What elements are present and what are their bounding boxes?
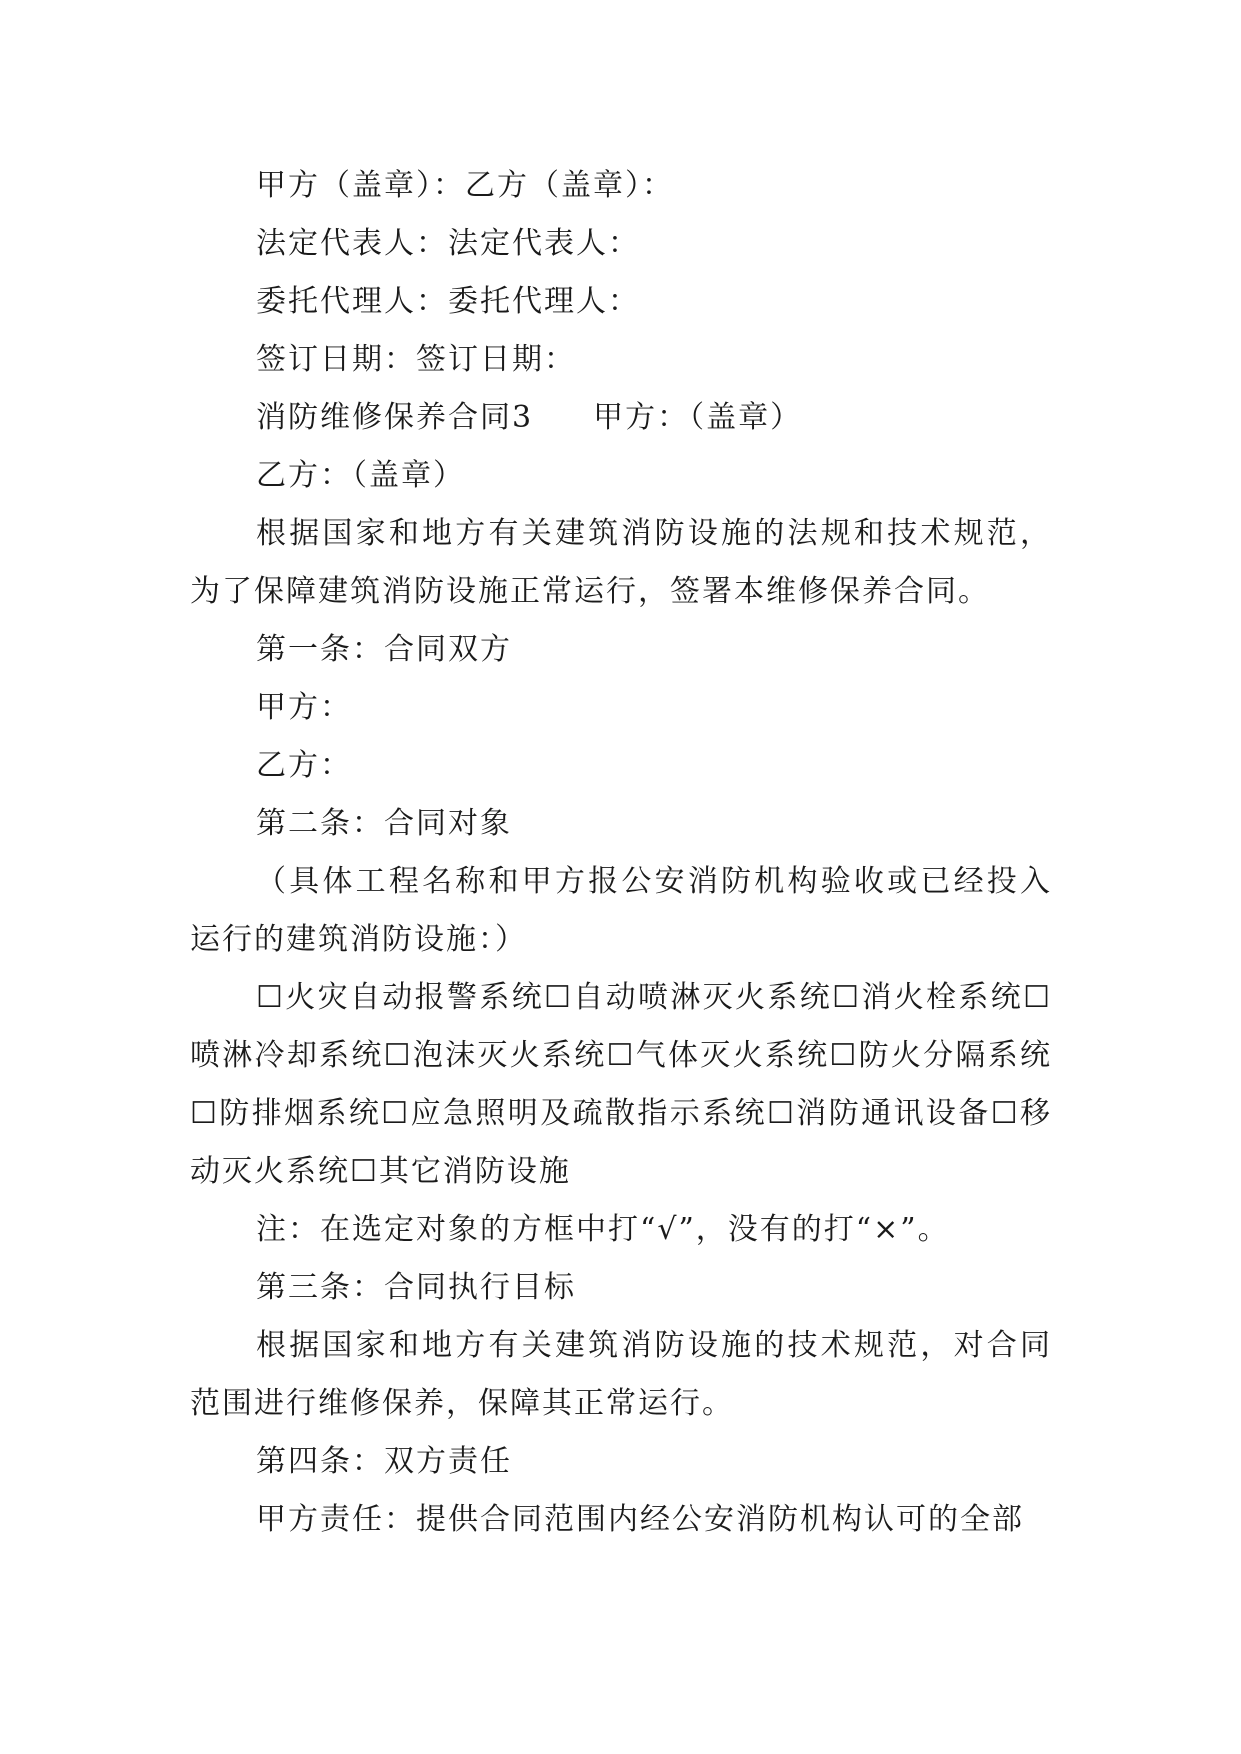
contract-title-line xyxy=(190,389,1052,447)
party-a-responsibility-paragraph: 甲方责任：提供合同范围内经公安消防机构认可的全部 xyxy=(256,1502,1024,1537)
party-a-line: 甲方： xyxy=(256,690,352,725)
article-2-heading: 第二条：合同对象 xyxy=(256,806,512,841)
article-3-heading: 第三条：合同执行目标 xyxy=(256,1270,576,1305)
party-b-seal: 乙方：（盖章） xyxy=(256,458,465,493)
preamble-paragraph: 根据国家和地方有关建筑消防设施的法规和技术规范，为了保障建筑消防设施正常运行，签署本维修保养合同。 xyxy=(190,516,1052,609)
facility-checklist-paragraph: ☐火灾自动报警系统☐自动喷淋灭火系统☐消火栓系统☐喷淋冷却系统☐泡沫灭火系统☐气体灭火系统☐防火分隔系统☐防排烟系统☐应急照明及疏散指示系统☐消防通讯设备☐移动灭火系统☐其它消防设施 xyxy=(190,980,1052,1189)
party-a-seal: 甲方：（盖章） xyxy=(593,400,803,435)
contract-title: 消防维修保养合同3 xyxy=(256,400,534,435)
signature-line-agent: 委托代理人：委托代理人： xyxy=(256,284,640,319)
article-4-heading: 第四条：双方责任 xyxy=(256,1444,512,1479)
party-b-line: 乙方： xyxy=(256,748,352,783)
objective-paragraph: 根据国家和地方有关建筑消防设施的技术规范，对合同范围进行维修保养，保障其正常运行。 xyxy=(190,1328,1052,1421)
signature-line-seal: 甲方（盖章）：乙方（盖章）： xyxy=(256,168,674,203)
signature-line-date: 签订日期：签订日期： xyxy=(256,342,576,377)
contract-object-paragraph: （具体工程名称和甲方报公安消防机构验收或已经投入运行的建筑消防设施：） xyxy=(190,864,1052,957)
checklist-note: 注：在选定对象的方框中打“√”，没有的打“×”。 xyxy=(256,1212,950,1247)
signature-line-representative: 法定代表人：法定代表人： xyxy=(256,226,640,261)
document-body xyxy=(190,157,1052,1549)
article-1-heading: 第一条：合同双方 xyxy=(256,632,512,667)
